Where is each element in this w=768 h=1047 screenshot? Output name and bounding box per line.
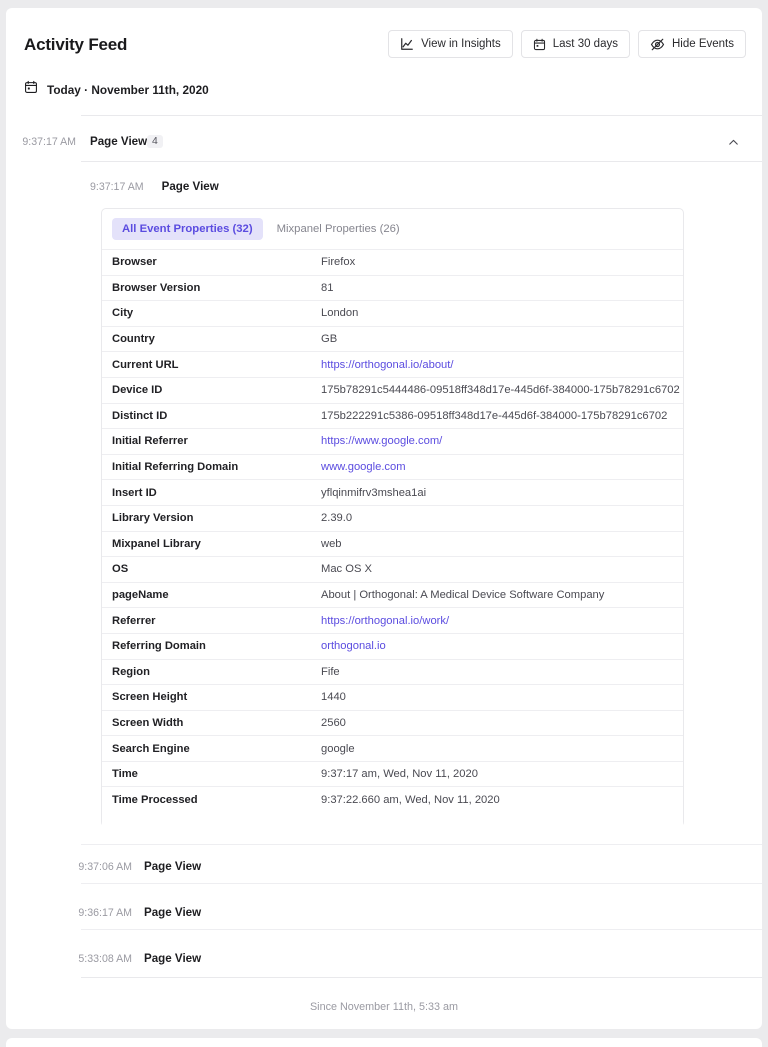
property-key: Search Engine	[102, 736, 311, 762]
table-row	[102, 659, 683, 685]
divider	[81, 977, 762, 978]
view-in-insights-label: View in Insights	[421, 38, 501, 50]
next-section-card	[6, 1038, 762, 1047]
date-header	[24, 80, 209, 99]
event-time: 9:36:17 AM	[78, 907, 132, 919]
event-name: Page View	[144, 860, 202, 873]
card-scroll-fade	[102, 813, 683, 827]
property-key: Time Processed	[102, 787, 311, 813]
table-row	[102, 761, 683, 787]
table-row	[102, 505, 683, 531]
date-range-label: Last 30 days	[552, 38, 618, 50]
event-group-count-badge: 4	[147, 135, 163, 148]
property-key: Current URL	[102, 352, 311, 378]
property-value-link[interactable]: https://orthogonal.io/work/	[311, 608, 683, 634]
property-value: yflqinmifrv3mshea1ai	[311, 480, 683, 506]
activity-feed-card	[6, 8, 762, 1029]
property-value-link[interactable]: orthogonal.io	[311, 633, 683, 659]
table-row	[102, 275, 683, 301]
property-value: 9:37:17 am, Wed, Nov 11, 2020	[311, 761, 683, 787]
property-key: pageName	[102, 582, 311, 608]
property-key: Referrer	[102, 608, 311, 634]
property-key: Initial Referrer	[102, 429, 311, 455]
table-row	[102, 787, 683, 813]
property-value: 81	[311, 275, 683, 301]
event-name: Page View	[144, 906, 202, 919]
property-key: Library Version	[102, 505, 311, 531]
eye-off-icon	[650, 37, 665, 52]
table-row	[102, 301, 683, 327]
event-group-row[interactable]	[6, 125, 762, 161]
event-detail-name: Page View	[161, 180, 219, 193]
event-group-time: 9:37:17 AM	[22, 136, 76, 148]
property-value: 175b222291c5386-09518ff348d17e-445d6f-384000-175b78291c6702	[311, 403, 683, 429]
property-value: google	[311, 736, 683, 762]
property-key: Insert ID	[102, 480, 311, 506]
table-row	[102, 710, 683, 736]
event-time: 9:37:06 AM	[78, 861, 132, 873]
event-detail-time: 9:37:17 AM	[90, 180, 144, 193]
property-value: London	[311, 301, 683, 327]
property-value: Fife	[311, 659, 683, 685]
event-name: Page View	[144, 952, 202, 965]
property-key: Distinct ID	[102, 403, 311, 429]
table-row	[102, 250, 683, 276]
page-title: Activity Feed	[24, 35, 128, 54]
property-value: 175b78291c5444486-09518ff348d17e-445d6f-384000-175b78291c6702	[311, 377, 683, 403]
hide-events-button[interactable]	[638, 30, 746, 58]
property-key: Time	[102, 761, 311, 787]
date-range-button[interactable]	[521, 30, 630, 58]
property-key: City	[102, 301, 311, 327]
header-actions	[388, 30, 746, 58]
property-key: Initial Referring Domain	[102, 454, 311, 480]
property-value: 9:37:22.660 am, Wed, Nov 11, 2020	[311, 787, 683, 813]
view-in-insights-button[interactable]	[388, 30, 513, 58]
property-key: Mixpanel Library	[102, 531, 311, 557]
property-key: Country	[102, 326, 311, 352]
divider	[81, 883, 762, 884]
property-key: Screen Height	[102, 685, 311, 711]
since-label: Since November 11th, 5:33 am	[309, 1001, 459, 1013]
calendar-icon	[24, 80, 38, 99]
property-value: 2.39.0	[311, 505, 683, 531]
table-row	[102, 736, 683, 762]
event-properties-card	[101, 208, 684, 827]
event-group-name: Page View	[90, 135, 148, 148]
table-row	[102, 326, 683, 352]
property-key: Referring Domain	[102, 633, 311, 659]
property-key: OS	[102, 557, 311, 583]
divider	[81, 929, 762, 930]
event-time: 5:33:08 AM	[78, 953, 132, 965]
property-key: Screen Width	[102, 710, 311, 736]
table-row	[102, 531, 683, 557]
chevron-up-icon[interactable]	[727, 136, 740, 154]
property-key: Browser	[102, 250, 311, 276]
properties-table	[102, 249, 683, 813]
property-value: 2560	[311, 710, 683, 736]
property-value: GB	[311, 326, 683, 352]
table-row	[102, 352, 683, 378]
property-value: Mac OS X	[311, 557, 683, 583]
table-row	[102, 377, 683, 403]
table-row	[102, 480, 683, 506]
property-key: Device ID	[102, 377, 311, 403]
divider	[81, 844, 762, 845]
calendar-icon	[533, 38, 546, 51]
table-row	[102, 454, 683, 480]
properties-tabs	[102, 209, 683, 249]
property-key: Browser Version	[102, 275, 311, 301]
tab-all-event-properties[interactable]: All Event Properties (32)	[112, 218, 263, 240]
table-row	[102, 633, 683, 659]
property-value: 1440	[311, 685, 683, 711]
date-header-label: Today · November 11th, 2020	[47, 82, 209, 97]
table-row	[102, 685, 683, 711]
property-value: Firefox	[311, 250, 683, 276]
event-row[interactable]	[6, 892, 762, 938]
divider	[81, 161, 762, 162]
line-chart-icon	[400, 37, 414, 51]
table-row	[102, 582, 683, 608]
property-value-link[interactable]: www.google.com	[311, 454, 683, 480]
table-row	[102, 608, 683, 634]
property-value: About | Orthogonal: A Medical Device Software Company	[311, 582, 683, 608]
property-value: web	[311, 531, 683, 557]
table-row	[102, 403, 683, 429]
hide-events-label: Hide Events	[671, 38, 734, 50]
table-row	[102, 557, 683, 583]
tab-mixpanel-properties[interactable]: Mixpanel Properties (26)	[276, 223, 400, 235]
event-row[interactable]	[6, 846, 762, 892]
property-value-link[interactable]: https://orthogonal.io/about/	[311, 352, 683, 378]
divider	[81, 115, 762, 116]
property-key: Region	[102, 659, 311, 685]
table-row	[102, 429, 683, 455]
property-value-link[interactable]: https://www.google.com/	[311, 429, 683, 455]
page-header	[6, 8, 762, 70]
event-detail-header	[90, 180, 219, 193]
